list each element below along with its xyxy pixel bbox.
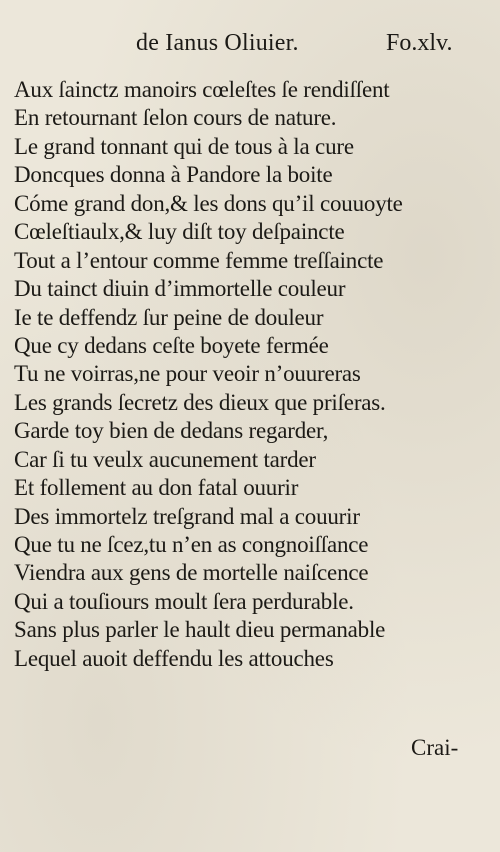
poem-line: Et follement au don fatal ouurir <box>14 475 299 501</box>
poem-line: En retournant ſelon cours de nature. <box>14 105 337 131</box>
poem-line: Lequel auoit deffendu les attouches <box>14 645 334 671</box>
poem-line: Le grand tonnant qui de tous à la cure <box>14 133 354 159</box>
running-head <box>0 30 500 60</box>
catchword: Crai- <box>411 735 459 760</box>
poem-line: Les grands ſecretz des dieux que priſeras. <box>14 389 386 415</box>
poem-line: Sans plus parler le hault dieu permanable <box>14 617 386 643</box>
poem-line: Ie te deffendz ſur peine de douleur <box>14 304 324 330</box>
poem-text <box>14 76 484 673</box>
poem-line: Car ſi tu veulx aucunement tarder <box>14 446 316 472</box>
running-head-title: de Ianus Oliuier. <box>136 30 299 56</box>
poem-line: Tout a l’entour comme femme treſſaincte <box>14 247 384 273</box>
poem-line: Aux ſainctz manoirs cœleſtes ſe rendiſſent <box>14 77 390 102</box>
poem-line: Que tu ne ſcez,tu n’en as congnoiſſance <box>14 532 369 557</box>
poem-line: Viendra aux gens de mortelle naiſcence <box>14 560 369 586</box>
poem-line: Cóme grand don,& les dons qu’il couuoyte <box>14 190 403 216</box>
poem-line: Des immortelz treſgrand mal a couurir <box>14 503 360 529</box>
poem-line: Garde toy bien de dedans regarder, <box>14 418 329 444</box>
poem-line: Qui a touſiours moult ſera perdurable. <box>14 588 354 614</box>
poem-line: Cœleſtiaulx,& luy diſt toy deſpaincte <box>14 219 345 245</box>
poem-line: Que cy dedans ceſte boyete fermée <box>14 332 329 358</box>
poem-line: Tu ne voirras,ne pour veoir n’ouureras <box>14 361 361 387</box>
poem-line: Doncques donna à Pandore la boite <box>14 162 333 188</box>
folio-number: Fo.xlv. <box>386 30 453 56</box>
poem-line: Du tainct diuin d’immortelle couleur <box>14 276 346 302</box>
